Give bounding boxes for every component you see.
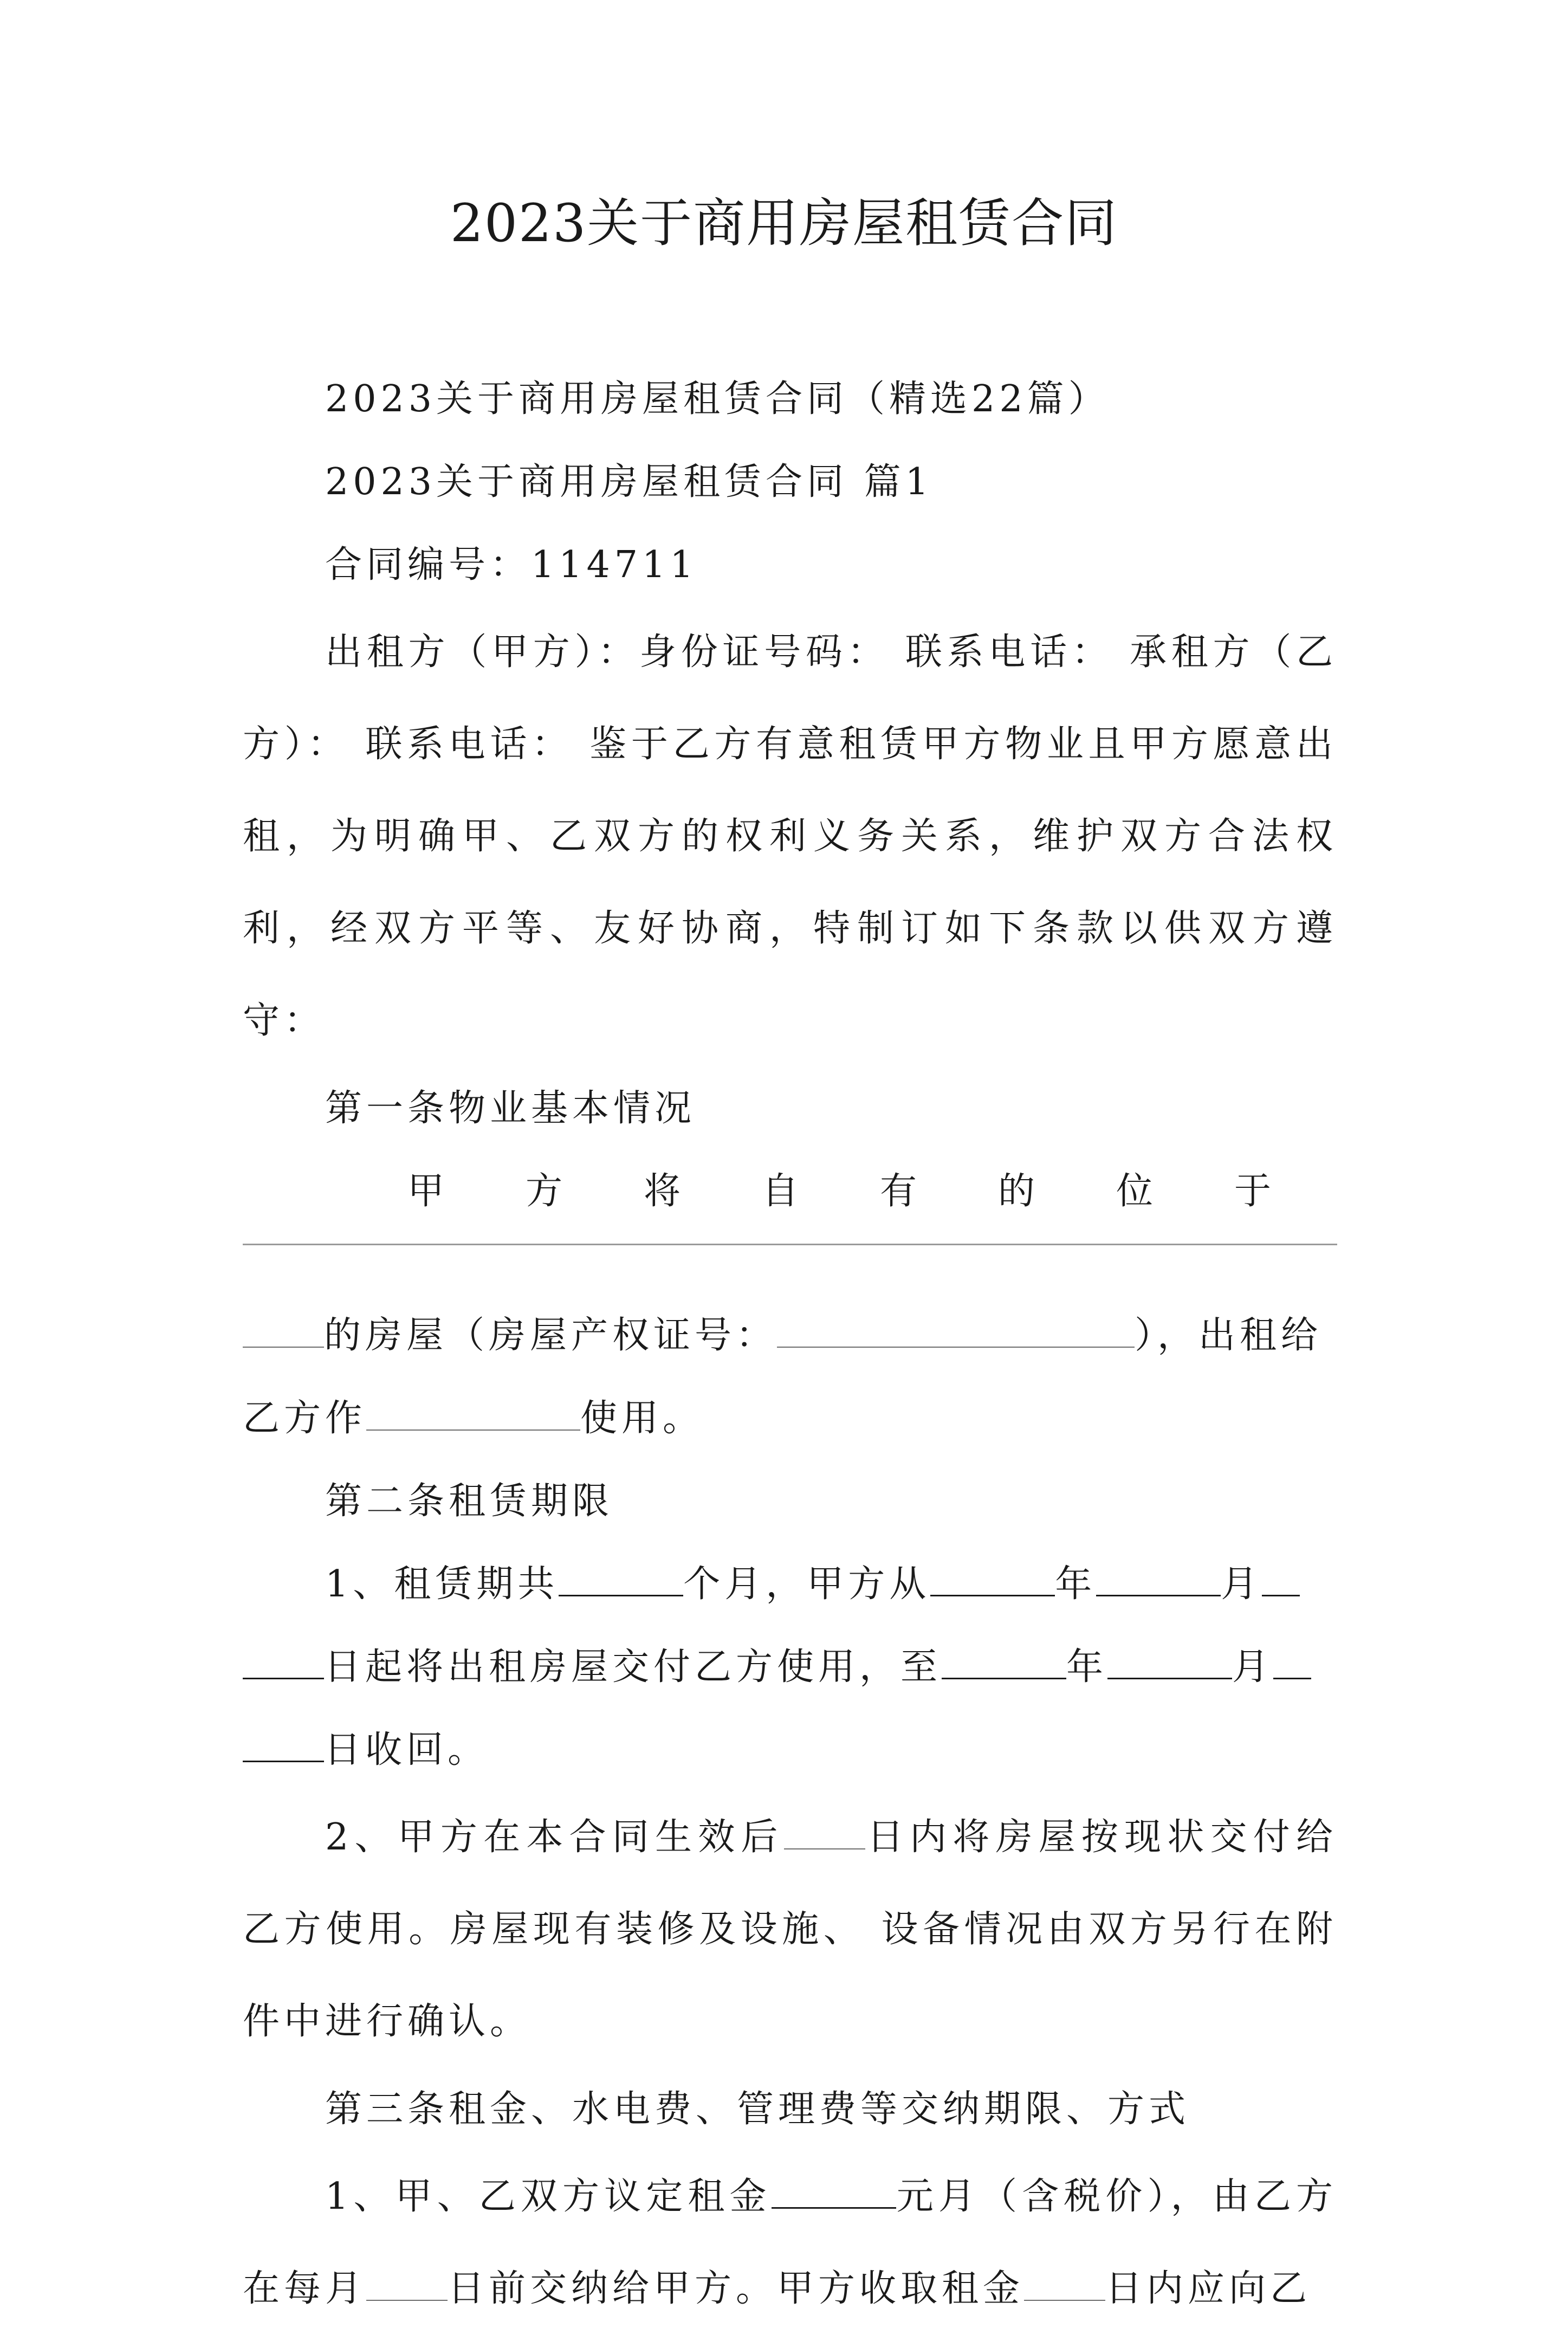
article3-title: 第三条租金、水电费、管理费等交纳期限、方式 (325, 2088, 1190, 2131)
blank-receipt-days (1024, 2263, 1105, 2301)
article1-line2-text-b: ），出租给 (1135, 1314, 1323, 1357)
article3-p1 (243, 2151, 1337, 2335)
article1-line1-text: 甲方将自有的位于 (407, 1170, 1353, 1213)
parties-paragraph: 出租方（甲方）：身份证号码： 联系电话： 承租方（乙方）： 联系电话： 鉴于乙方有意租赁甲方物业且甲方愿意出租，为明确甲、乙双方的权利义务关系，维护双方合法权利，经双方平等、友好协商，特制订如下条款以供双方遵守： (243, 631, 1337, 1042)
article1-line3-text-a: 乙方作 (243, 1397, 367, 1440)
article2-p2 (243, 1791, 1337, 2068)
article2-p1-line2 (243, 1626, 1337, 1709)
blank-end-month (1107, 1641, 1232, 1679)
article1-line3 (243, 1377, 1337, 1460)
blank-rent-amount (772, 2170, 896, 2209)
blank-property-cert (777, 1310, 1135, 1348)
blank-start-year (930, 1558, 1055, 1596)
article1-line2 (243, 1294, 1337, 1377)
article2-p1-g: 月 (1232, 1646, 1274, 1689)
article1-title: 第一条物业基本情况 (325, 1087, 696, 1130)
article2-p1-f: 年 (1066, 1646, 1108, 1689)
blank-end-day-a (1273, 1641, 1311, 1679)
article2-p1-line1 (243, 1543, 1337, 1626)
article2-p1-a: 1、租赁期共 (325, 1563, 559, 1606)
blank-end-day-b (243, 1724, 324, 1762)
article1-line2-text-a: 的房屋（房屋产权证号： (324, 1314, 777, 1357)
blank-usage (366, 1393, 580, 1431)
article3-p1-c: 日前交纳给甲方。甲方收取租金 (448, 2267, 1025, 2310)
document-body (243, 358, 1353, 2335)
blank-payment-day (366, 2263, 448, 2301)
article1-line1 (243, 1150, 1353, 1233)
blank-start-month (1096, 1558, 1221, 1596)
blank-handover-days (784, 1812, 865, 1849)
blank-end-year (942, 1641, 1066, 1679)
article2-p2-b: 日内将房屋按现状交付给乙方使用。房屋现有装修及设施、 设备情况由双方另行在附件中进行确认。 (243, 1816, 1337, 2043)
article2-p1-h: 日收回。 (324, 1729, 489, 1771)
article1-address-blank (243, 1244, 1337, 1245)
blank-start-day-b (243, 1641, 324, 1679)
article2-p1-d: 月 (1221, 1563, 1262, 1606)
article2-p1-e: 日起将出租房屋交付乙方使用，至 (324, 1646, 942, 1689)
blank-location-tail (243, 1310, 324, 1348)
article2-title: 第二条租赁期限 (325, 1480, 614, 1523)
document-subtitle: 2023关于商用房屋租赁合同（精选22篇） (325, 378, 1110, 421)
blank-start-day-a (1262, 1558, 1300, 1596)
article1-line3-text-b: 使用。 (580, 1397, 704, 1440)
article2-p1-b: 个月，甲方从 (683, 1563, 931, 1606)
article2-p1-c: 年 (1055, 1563, 1097, 1606)
article3-p1-d: 日内应向乙 (1105, 2267, 1312, 2310)
article2-p1-line3 (243, 1709, 1337, 1791)
blank-months (559, 1558, 683, 1596)
article3-p1-b: 元月（含税价），由乙方在每月 (243, 2175, 1337, 2310)
article3-p1-a: 1、甲、乙双方议定租金 (325, 2175, 772, 2218)
contract-number: 合同编号：114711 (325, 544, 698, 586)
article2-p2-a: 2、甲方在本合同生效后 (325, 1816, 784, 1859)
section-heading: 2023关于商用房屋租赁合同 篇1 (325, 461, 933, 503)
document-title: 2023关于商用房屋租赁合同 (450, 193, 1118, 254)
